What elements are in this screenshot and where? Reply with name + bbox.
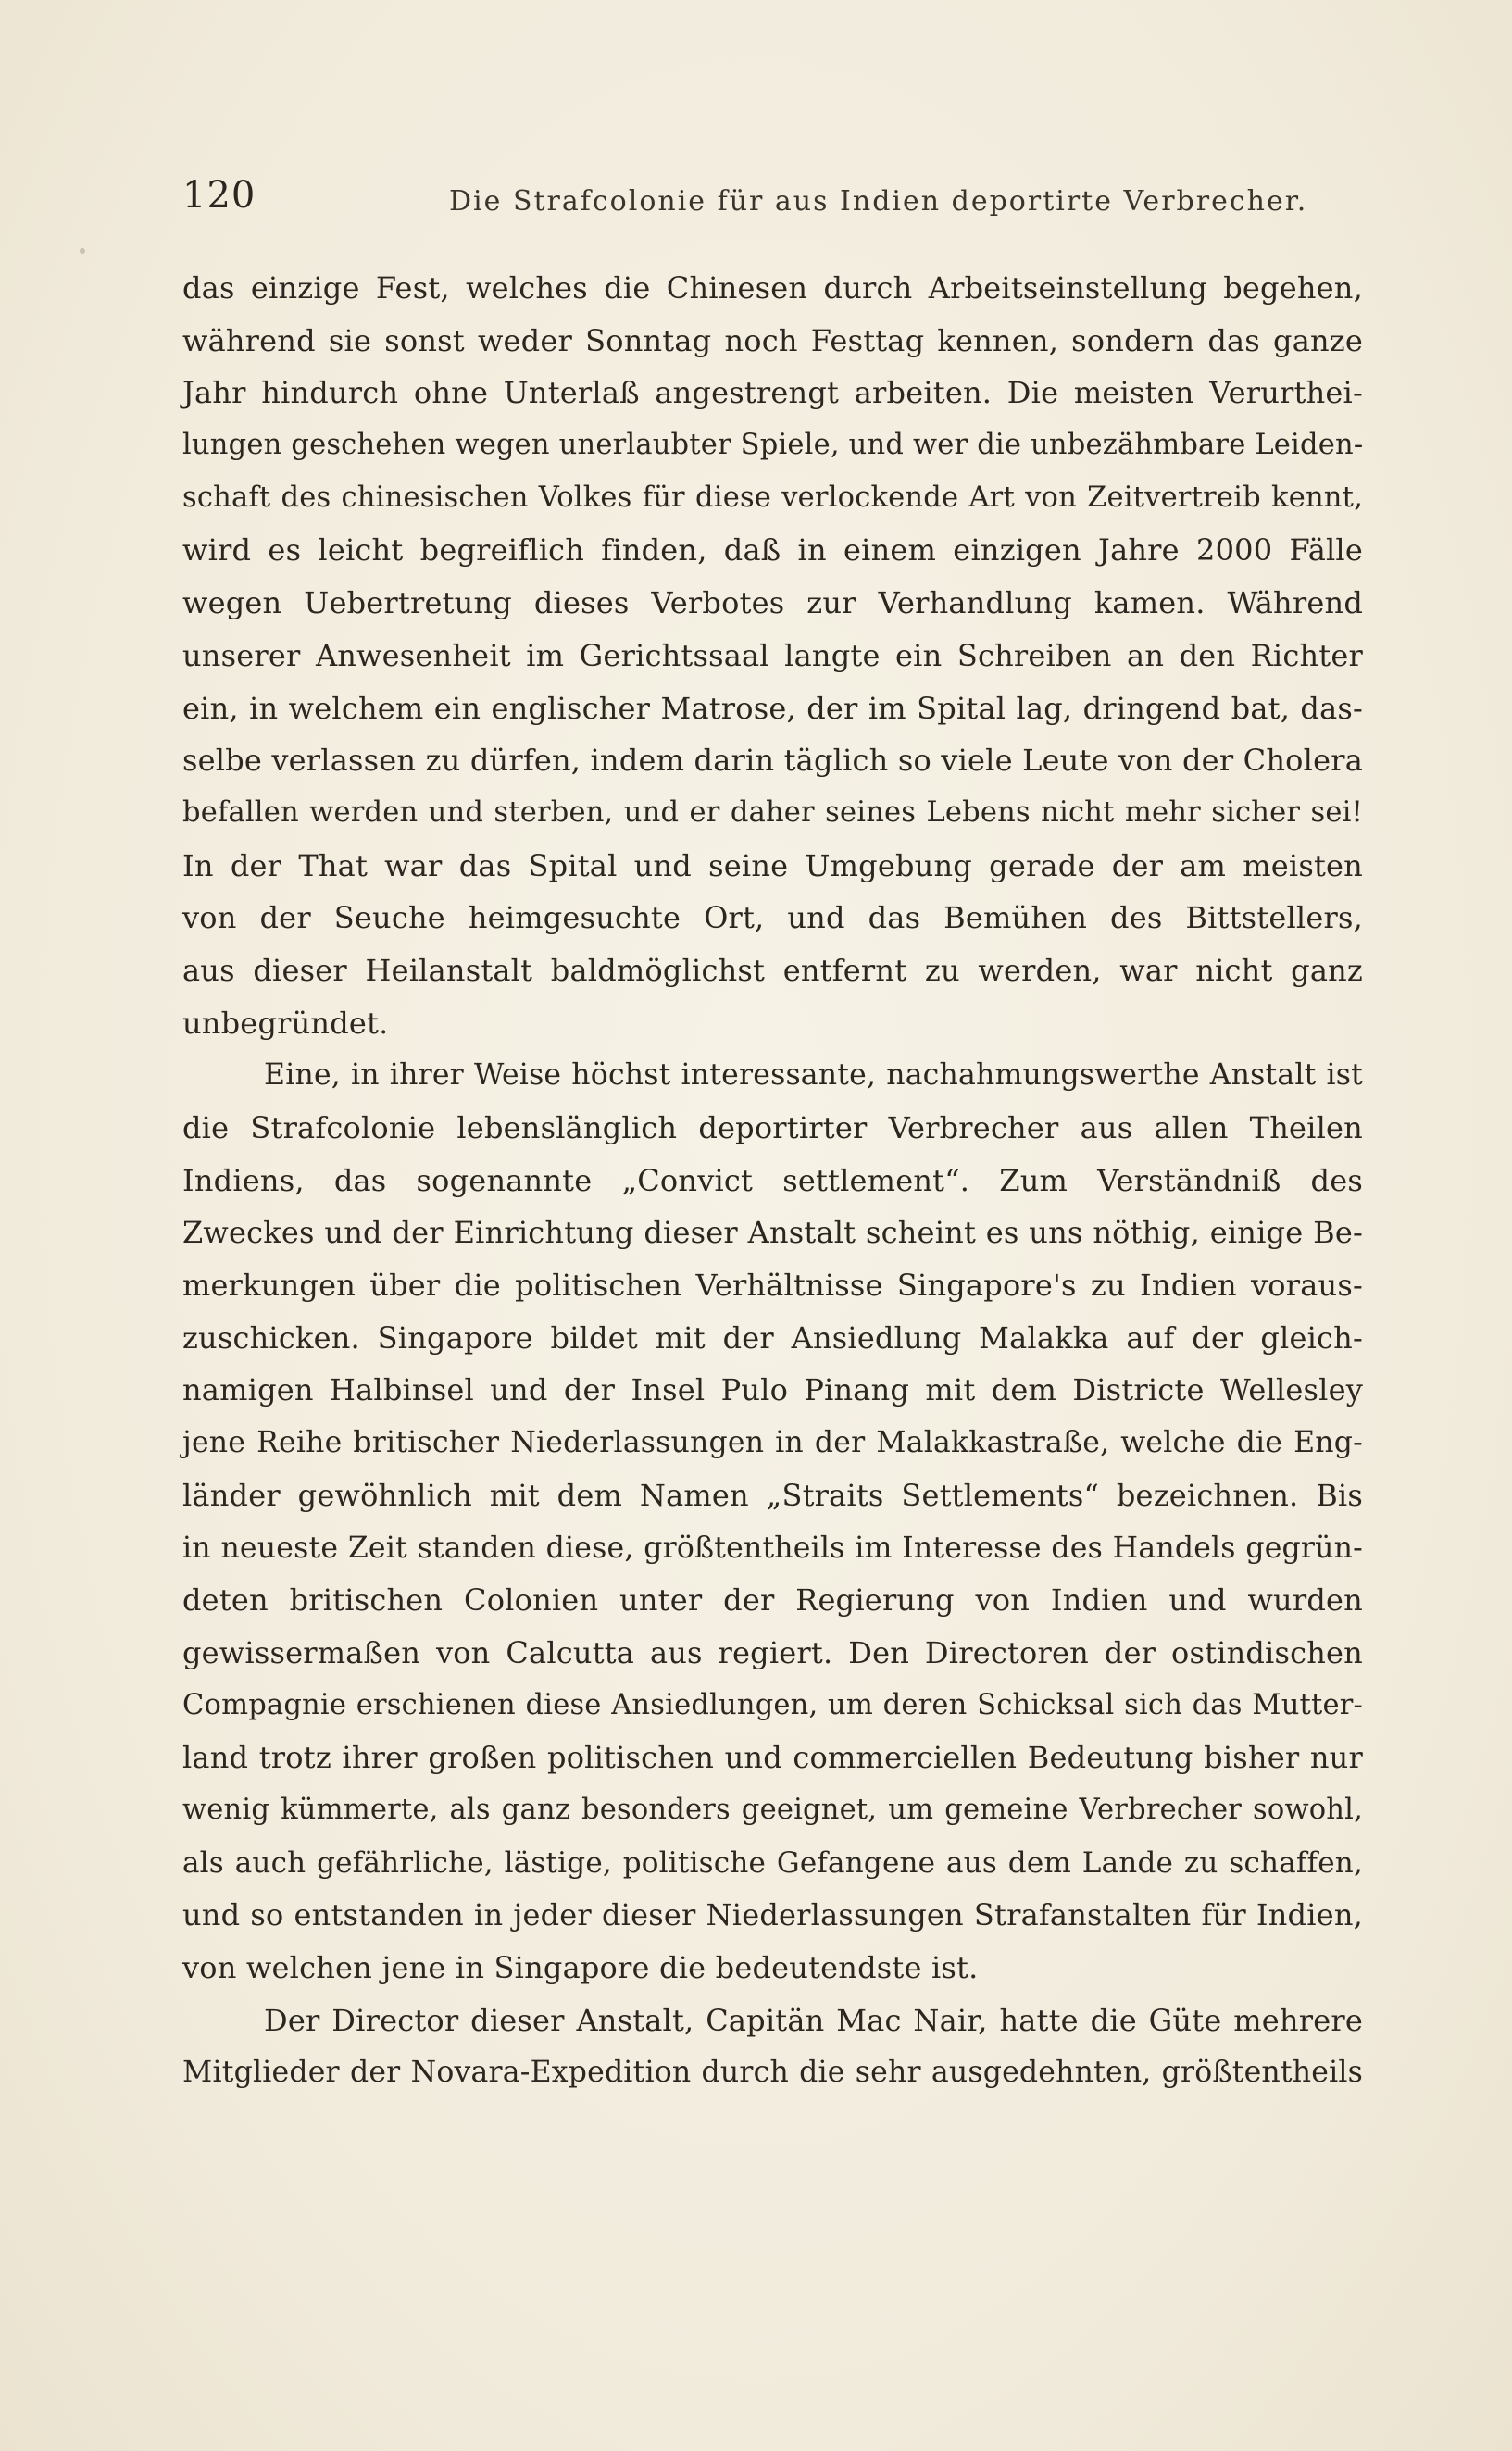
text-line: Eine, in ihrer Weise höchst interessante, nachahmungswerthe Anstalt ist — [264, 1058, 1363, 1093]
text-line: während sie sonst weder Sonntag noch Festtag kennen, sondern das ganze — [182, 322, 1363, 358]
text-line: die Strafcolonie lebenslänglich deportirter Verbrecher aus allen Theilen — [182, 1110, 1363, 1145]
text-line: selbe verlassen zu dürfen, indem darin täglich so viele Leute von der Cholera — [182, 743, 1363, 779]
text-line: ein, in welchem ein englischer Matrose, der im Spital lag, dringend bat, das- — [182, 690, 1363, 726]
text-line: von welchen jene in Singapore die bedeutendste ist. — [182, 1950, 979, 1985]
text-line: merkungen über die politischen Verhältnisse Singapore's zu Indien voraus- — [182, 1268, 1363, 1304]
text-line: Indiens, das sogenannte „Convict settlement“. Zum Verständniß des — [182, 1162, 1363, 1198]
text-line: und so entstanden in jeder dieser Niederlassungen Strafanstalten für Indien, — [182, 1897, 1363, 1933]
text-line: wird es leicht begreiflich finden, daß in einem einzigen Jahre 2000 Fälle — [182, 532, 1363, 569]
text-line: unbegründet. — [182, 1005, 389, 1041]
text-line: jene Reihe britischer Niederlassungen in der Malakkastraße, welche die Eng- — [182, 1426, 1363, 1460]
text-line: schaft des chinesischen Volkes für diese verlockende Art von Zeitvertreib kennt, — [182, 481, 1363, 514]
text-line: Zweckes und der Einrichtung dieser Anstalt scheint es uns nöthig, einige Be- — [182, 1215, 1363, 1251]
text-line: als auch gefährliche, lästige, politische Gefangene aus dem Lande zu schaffen, — [182, 1845, 1363, 1880]
text-line: zuschicken. Singapore bildet mit der Ansiedlung Malakka auf der gleich- — [182, 1319, 1363, 1356]
text-line: In der That war das Spital und seine Umgebung gerade der am meisten — [182, 847, 1363, 883]
body-text — [182, 262, 1363, 2099]
text-line: Mitglieder der Novara-Expedition durch die sehr ausgedehnten, größtentheils — [182, 2056, 1363, 2090]
text-line: unserer Anwesenheit im Gerichtssaal langte ein Schreiben an den Richter — [182, 637, 1363, 673]
text-line: in neueste Zeit standen diese, größtentheils im Interesse des Handels gegrün- — [182, 1531, 1363, 1565]
text-line: von der Seuche heimgesuchte Ort, und das Bemühen des Bittstellers, — [182, 900, 1363, 936]
page-number: 120 — [182, 174, 256, 217]
text-line: länder gewöhnlich mit dem Namen „Straits Settlements“ bezeichnen. Bis — [182, 1477, 1363, 1513]
text-line: Der Director dieser Anstalt, Capitän Mac Nair, hatte die Güte mehrere — [264, 2002, 1363, 2038]
paper-speck — [80, 248, 85, 254]
text-line: Compagnie erschienen diese Ansiedlungen, um deren Schicksal sich das Mutter- — [182, 1688, 1363, 1721]
text-line: wenig kümmerte, als ganz besonders geeignet, um gemeine Verbrecher sowohl, — [182, 1793, 1363, 1826]
text-line: befallen werden und sterben, und er daher seines Lebens nicht mehr sicher sei! — [182, 795, 1363, 829]
text-line: deten britischen Colonien unter der Regierung von Indien und wurden — [182, 1582, 1363, 1619]
text-line: namigen Halbinsel und der Insel Pulo Pinang mit dem Districte Wellesley — [182, 1372, 1363, 1408]
text-line: Jahr hindurch ohne Unterlaß angestrengt arbeiten. Die meisten Verurthei- — [182, 375, 1363, 411]
text-line: aus dieser Heilanstalt baldmöglichst entfernt zu werden, war nicht ganz — [182, 952, 1363, 988]
text-line: land trotz ihrer großen politischen und commerciellen Bedeutung bisher nur — [182, 1740, 1363, 1776]
text-line: gewissermaßen von Calcutta aus regiert. Den Directoren der ostindischen — [182, 1634, 1363, 1670]
text-line: wegen Uebertretung dieses Verbotes zur Verhandlung kamen. Während — [182, 585, 1363, 621]
text-line: lungen geschehen wegen unerlaubter Spiele, und wer die unbezähmbare Leiden- — [182, 429, 1364, 462]
text-line: das einzige Fest, welches die Chinesen durch Arbeitseinstellung begehen, — [182, 270, 1363, 306]
running-head: Die Strafcolonie für aus Indien deportirte Verbrecher. — [449, 185, 1308, 218]
